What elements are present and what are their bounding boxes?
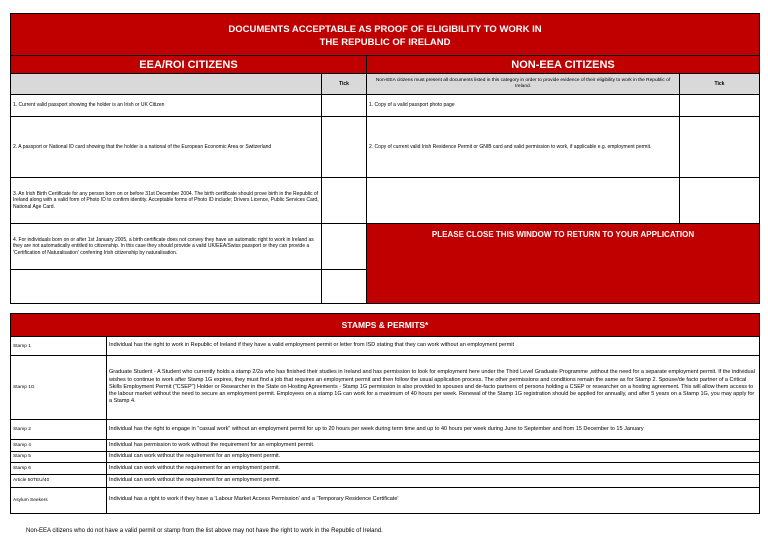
close-window-banner: PLEASE CLOSE THIS WINDOW TO RETURN TO YOUR APPLICATION (367, 224, 760, 304)
stamp-label: Stamp 1G (11, 356, 107, 420)
stamp-description: Individual has a right to work if they have a 'Labour Market Access Permission' and a 'Temporary Residence Certificate' (107, 487, 760, 513)
non-eea-item-1: 1. Copy of a valid passport photo page (367, 95, 680, 117)
non-eea-item-2: 2. Copy of current valid Irish Residence Permit or GNIB card and valid permission to work, if applicable e.g. employment permit. (367, 117, 680, 178)
stamp-label: Stamp 6 (11, 463, 107, 475)
stamps-table (10, 313, 760, 514)
eea-item-3: 3. An Irish Birth Certificate for any person born on or before 31st December 2004. The birth certificate should prove birth in the Republic of Ireland along with a valid form of Photo ID to confirm identity. Acceptable forms of Photo ID include; Drivers Licence, Public Services Card, National Age Card. (11, 178, 322, 224)
stamps-heading: STAMPS & PERMITS* (11, 314, 760, 337)
stamp-label: Stamp 1 (11, 337, 107, 356)
non-eea-heading: NON-EEA CITIZENS (367, 56, 760, 74)
stamp-description: Graduate Student - A Student who currently holds a stamp 2/2a who has finished their studies in Ireland and has permission to look for employment here under the Third Level Graduate Programme ,without the need for a separate employment permit. If the individual wishes to continue to work after Stamp 1G expires, they must find a job that requires an employment permit and then follow the usual application process. The other permissions and conditions remain the same as for Stamp 2. Spouse/de facto partner of a Critical Skills Employment Permit ("CSEP") Holder or Researcher in the State on Hosting Agreements - Stamp 1G permission is also provided to spouses and de-facto partners of persons holding a CSEP or researcher on a hosting agreement. This will allow them access to the labour market without the need to secure an employment permit. Employees on a stamp 1G can work for a maximum of 40 hours per week. Renewal of the Stamp 1G registration should be applied for annually, and after 5 years on a Stamp 1G, you may apply for a Stamp 4. (107, 356, 760, 420)
eea-tick-1[interactable] (322, 95, 367, 117)
stamp-label: Article 50TEU/40 (11, 474, 107, 487)
stamp-description: Individual can work without the requirement for an employment permit. (107, 463, 760, 475)
documents-table (10, 13, 760, 304)
stamp-description: Individual can work without the requirement for an employment permit. (107, 474, 760, 487)
non-eea-tick-header: Tick (680, 74, 760, 95)
eea-tick-2[interactable] (322, 117, 367, 178)
non-eea-tick-1[interactable] (680, 95, 760, 117)
eligibility-sheet (10, 13, 759, 514)
eea-empty-5 (11, 270, 322, 304)
stamp-description: Individual has the right to engage in "casual work" without an employment permit for up to 20 hours per week during term time and up to 40 hours per week during June to September and from 15 December to 15 January (107, 420, 760, 440)
eea-tick-5 (322, 270, 367, 304)
stamp-label: Stamp 4 (11, 440, 107, 452)
eea-item-1: 1. Current valid passport showing the holder is an Irish or UK Citizen (11, 95, 322, 117)
title-line-1: DOCUMENTS ACCEPTABLE AS PROOF OF ELIGIBILITY TO WORK IN (228, 23, 542, 35)
stamp-label: Stamp 2 (11, 420, 107, 440)
non-eea-note: Non-EEA citizens must present all documents listed in this category in order to provide evidence of their eligibility to work in the Republic of Ireland. (367, 74, 680, 95)
eea-heading: EEA/ROI CITIZENS (11, 56, 367, 74)
non-eea-tick-2[interactable] (680, 117, 760, 178)
non-eea-empty-3 (367, 178, 680, 224)
footer-note: Non-EEA citizens who do not have a valid permit or stamp from the list above may not have the right to work in the Republic of Ireland. (26, 528, 383, 534)
stamp-label: Stamp 5 (11, 451, 107, 463)
eea-tick-4[interactable] (322, 224, 367, 270)
stamp-description: Individual has the right to work in Republic of Ireland if they have a valid employment permit or letter from ISD stating that they can work without an employment permit (107, 337, 760, 356)
eea-item-4: 4. For individuals born on or after 1st January 2005, a birth certificate does not convey they have an automatic right to work in Ireland as they are not automatically entitled to citizenship. In this case they should provide a valid UK/EEA/Swiss passport or they can provide a 'Certification of Naturalisation' conferring Irish citizenship by naturalisation. (11, 224, 322, 270)
stamp-label: Asylum Seekers (11, 487, 107, 513)
title-line-2: THE REPUBLIC OF IRELAND (319, 36, 451, 48)
non-eea-tick-3 (680, 178, 760, 224)
eea-tick-3[interactable] (322, 178, 367, 224)
eea-subheader-blank (11, 74, 322, 95)
document-title (11, 14, 760, 56)
stamp-description: Individual has permission to work without the requirement for an employment permit. (107, 440, 760, 452)
stamp-description: Individual can work without the requirement for an employment permit. (107, 451, 760, 463)
eea-tick-header: Tick (322, 74, 367, 95)
eea-item-2: 2. A passport or National ID card showing that the holder is a national of the European Economic Area or Switzerland (11, 117, 322, 178)
